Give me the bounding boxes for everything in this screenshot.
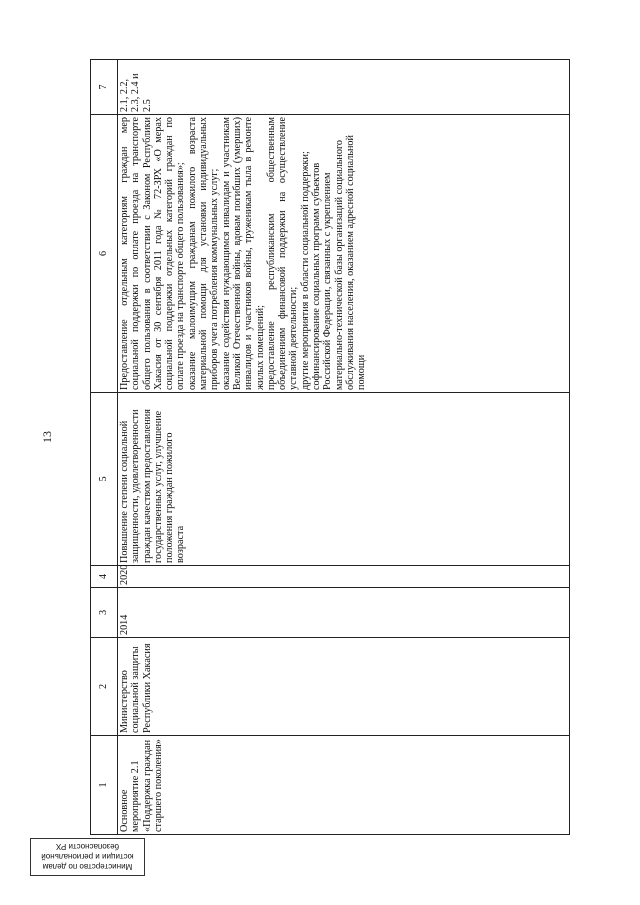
program-activity-table [90, 59, 570, 835]
start-year-cell: 2014 [118, 588, 570, 638]
activity-name-cell: Основное мероприятие 2.1 «Поддержка граждан старшего поколения» [118, 736, 570, 835]
ministry-stamp [30, 838, 145, 876]
header-cell: 4 [91, 566, 118, 588]
header-cell: 2 [91, 638, 118, 736]
direction-item: софинансирование социальных программ субъектов Российской Федерации, связанных с укреплением материально-технической базы организаций социального обслуживания населения, оказанием адресной социальной помощи [311, 135, 368, 390]
table-header-row [91, 60, 118, 835]
header-cell: 7 [91, 60, 118, 115]
direction-item: оказание малоимущим гражданам пожилого возраста материальной помощи для установки индивидуальных приборов учета потребления коммунальных услуг; [186, 117, 221, 390]
stamp-line: юстиции и региональной [41, 852, 134, 861]
header-cell: 5 [91, 393, 118, 566]
page-number: 13 [40, 431, 54, 443]
direction-item: другие мероприятия в области социальной поддержки; [299, 151, 311, 390]
direction-item: оказание содействия нуждающимся инвалидам и участникам Великой Отечественной войны, вдовам погибших (умерших) инвалидов и участников войны, труженикам тыла в ремонте жилых помещений; [220, 117, 266, 390]
stamp-line: Министерство по делам [42, 862, 133, 871]
table-row [118, 60, 570, 835]
executor-cell: Министерство социальной защиты Республики Хакасия [118, 638, 570, 736]
header-cell: 1 [91, 736, 118, 835]
header-cell: 6 [91, 115, 118, 393]
direction-item: предоставление республиканским общественным объединениям финансовой поддержки на осуществление уставной деятельности; [265, 117, 300, 390]
indicators-cell: 2.1, 2.2, 2.3, 2.4 и 2.5 [118, 60, 570, 115]
expected-result-cell: Повышение степени социальной защищенности, удовлетворенности граждан качеством предоставления государственных услуг, улучшение положения граждан пожилого возраста [118, 393, 570, 566]
rotated-table-container [90, 60, 570, 835]
stamp-line: безопасности РХ [55, 842, 120, 851]
directions-cell [118, 115, 570, 393]
header-cell: 3 [91, 588, 118, 638]
end-year-cell: 2020 [118, 566, 570, 588]
direction-item: Предоставление отдельным категориям граждан мер социальной поддержки по оплате проезда на транспорте общего пользования в соответствии с Законом Республики Хакасия от 30 сентября 2011 года № 72-ЗРХ «О мерах социальной поддержки отдельных категорий граждан по оплате проезда на транспорте общего пользования»; [119, 117, 187, 390]
